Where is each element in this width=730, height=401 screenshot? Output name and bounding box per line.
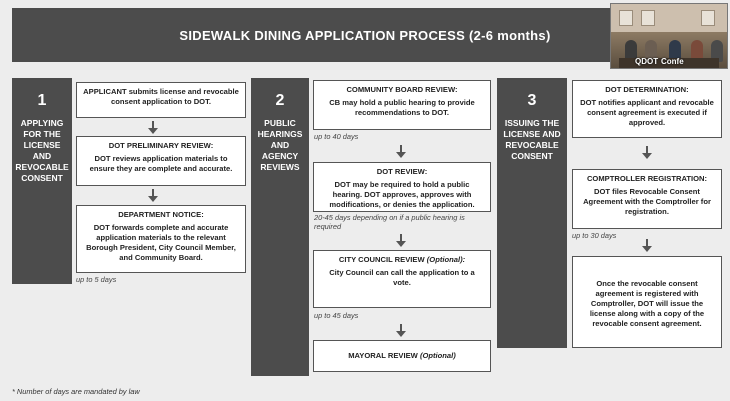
step-1-card-applicant [76,82,246,118]
step-3-card-license-issued [572,256,722,348]
card-heading: DEPARTMENT NOTICE: [118,210,204,219]
optional-tag: (Optional): [426,255,466,264]
step-3-card-comptroller [572,169,722,229]
card-heading [320,255,484,265]
step-1-panel [12,78,72,284]
video-label: Confe [661,57,684,66]
window-shape [619,10,633,26]
card-heading-text: CITY COUNCIL REVIEW [338,255,425,264]
card-body: DOT may be required to hold a public hearing. DOT approves, approves with modifications, or denies the application. [329,180,475,209]
flow-arrow [148,121,158,135]
step-label: PUBLIC HEARINGS AND AGENCY REVIEWS [257,118,303,172]
step-2-card-community-board [313,80,491,130]
window-shape [701,10,715,26]
video-label: QDOT [635,57,659,66]
optional-tag: (Optional) [419,351,456,360]
duration-label: up to 5 days [76,275,117,284]
step-label: ISSUING THE LICENSE AND REVOCABLE CONSENT [503,118,561,161]
flow-arrow [396,145,406,159]
footnote: * Number of days are mandated by law [12,387,140,396]
video-call-thumbnail[interactable] [610,3,728,69]
step-number: 3 [527,92,537,109]
flow-arrow [396,324,406,338]
card-heading [348,351,456,360]
card-body: DOT forwards complete and accurate application materials to the relevant Borough President, City Council Member, and Community Board. [86,223,236,262]
step-1-card-notice [76,205,246,273]
step-2-card-mayoral [313,340,491,372]
duration-label: 20-45 days depending on if a public hearing is required [314,213,465,231]
page-title-text: SIDEWALK DINING APPLICATION PROCESS (2-6 months) [179,27,551,43]
flow-arrow [642,239,652,253]
card-body: Once the revocable consent agreement is registered with Comptroller, DOT will issue the license along with a copy of the revocable consent agreement. [589,279,705,328]
card-body: CB may hold a public hearing to provide recommendations to DOT. [329,98,475,117]
duration-label: up to 30 days [572,231,617,240]
card-heading-text: MAYORAL REVIEW [348,351,418,360]
window-shape [641,10,655,26]
step-2-card-dot-review [313,162,491,212]
card-heading: COMPTROLLER REGISTRATION: [586,174,708,183]
card-heading: DOT PRELIMINARY REVIEW: [108,141,214,150]
card-body: City Council can call the application to a vote. [329,268,475,287]
step-number: 1 [37,92,47,109]
card-body: APPLICANT submits license and revocable consent application to DOT. [83,87,239,106]
flow-arrow [642,146,652,160]
card-body: DOT reviews application materials to ensure they are complete and accurate. [89,154,233,173]
flow-arrow [396,234,406,248]
card-body: DOT notifies applicant and revocable consent agreement is executed if approved. [580,98,714,127]
step-3-card-determination [572,80,722,138]
card-heading: COMMUNITY BOARD REVIEW: [346,85,458,94]
card-heading: DOT DETERMINATION: [605,85,689,94]
card-heading: DOT REVIEW: [376,167,428,176]
card-body: DOT files Revocable Consent Agreement with the Comptroller for registration. [583,187,711,216]
step-1-card-preliminary [76,136,246,186]
duration-label: up to 45 days [314,311,359,320]
step-2-panel [251,78,309,376]
flow-arrow [148,189,158,203]
step-3-panel [497,78,567,348]
step-label: APPLYING FOR THE LICENSE AND REVOCABLE CONSENT [15,118,69,183]
step-number: 2 [275,92,285,109]
step-2-card-city-council [313,250,491,308]
duration-label: up to 40 days [314,132,359,141]
